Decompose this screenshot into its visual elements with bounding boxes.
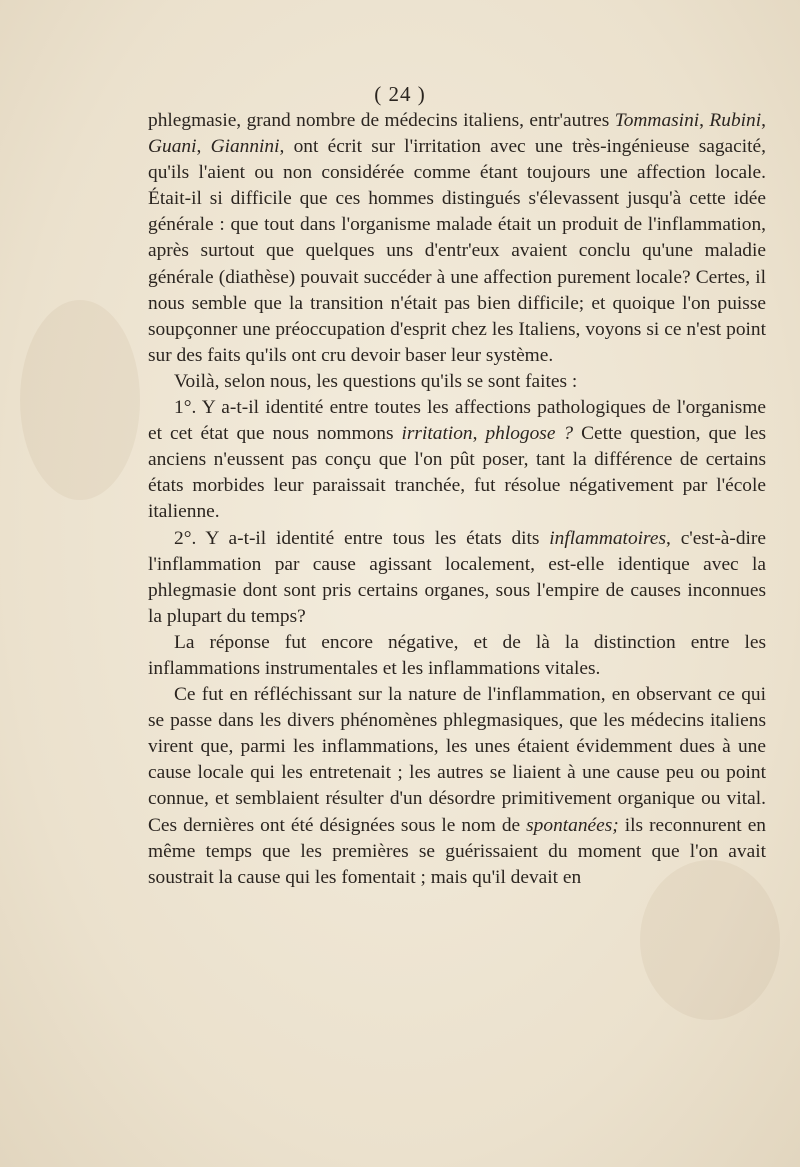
- paragraph: [148, 630, 766, 682]
- text-run: ,: [699, 110, 710, 131]
- text-run: 2°. Y a-t-il identité entre tous les états dits: [174, 527, 550, 549]
- text-run: Ce fut en réfléchissant sur la nature de l'inflammation, en observant ce qui se passe dans les divers phénomènes phlegmasiques, que les médecins italiens virent que, parmi les inflammations, les unes étaient évidemment dues à une cause locale qui les entretenait ; les autres se liaient à une cause peu ou point connue, et semblaient résulter d'un désordre primitivement organique ou vital. Ces dernières ont été désignées sous le nom de: [148, 684, 766, 836]
- text-run: ,: [196, 136, 211, 158]
- italic-text: Rubini: [709, 110, 762, 131]
- text-run: , ont écrit sur l'irritation avec une très-ingénieuse sagacité, qu'ils l'aient ou non considérée comme étant toujours une affection locale. Était-il si difficile que ces hommes distingués s'élevassent jusqu'à cette idée générale : que tout dans l'organisme malade était un produit de l'inflammation, après surtout que quelques uns d'entr'eux avaient conclu qu'une maladie générale (diathèse) pouvait succéder à une affection purement locale? Certes, il nous semble que la transition n'était pas bien difficile; et quoique l'on puisse soupçonner une préoccupation d'esprit chez les Italiens, voyons si ce n'est point sur des faits qu'ils ont cru devoir baser leur système.: [148, 136, 766, 366]
- italic-text: irritation: [401, 423, 473, 445]
- italic-text: inflammatoires: [549, 527, 667, 549]
- paragraph: [148, 108, 766, 369]
- paper-stain: [20, 300, 140, 500]
- text-run: ils reconnurent en même temps que les premières se guérissaient du moment que l'on avait soustrait la cause qui les fomentait ; mais qu'il devait en: [148, 814, 766, 888]
- italic-text: Giannini: [210, 136, 280, 158]
- paragraph: [148, 682, 766, 891]
- text-run: ,: [761, 110, 766, 131]
- italic-text: phlogose ?: [485, 423, 574, 445]
- italic-text: spontanées;: [526, 814, 619, 836]
- text-run: 1°. Y a-t-il identité entre toutes les affections pathologiques de l'organisme et cet état que nous nommons: [148, 397, 766, 445]
- text-run: phlegmasie, grand nombre de médecins italiens, entr'autres: [148, 110, 615, 131]
- page-body: [148, 108, 766, 891]
- paragraph: [148, 395, 766, 525]
- paragraph: [148, 526, 766, 630]
- italic-text: Guani: [148, 136, 197, 158]
- page-number: ( 24 ): [374, 82, 426, 106]
- text-run: , c'est-à-dire l'inflammation par cause agissant localement, est-elle identique avec la phlegmasie dont sont pris certains organes, sous l'empire de causes inconnues la plupart du temps?: [148, 527, 766, 627]
- text-run: Cette question, que les anciens n'eussent pas conçu que l'on pût poser, tant la différence de certains états morbides leur paraissait tranchée, fut résolue négativement par l'école italienne.: [148, 423, 766, 523]
- text-run: La réponse fut encore négative, et de là la distinction entre les inflammations instrumentales et les inflammations vitales.: [148, 631, 766, 679]
- text-run: ,: [472, 423, 486, 445]
- text-run: Voilà, selon nous, les questions qu'ils se sont faites :: [174, 370, 578, 392]
- italic-text: Tommasini: [614, 110, 700, 131]
- paragraph: [148, 369, 766, 395]
